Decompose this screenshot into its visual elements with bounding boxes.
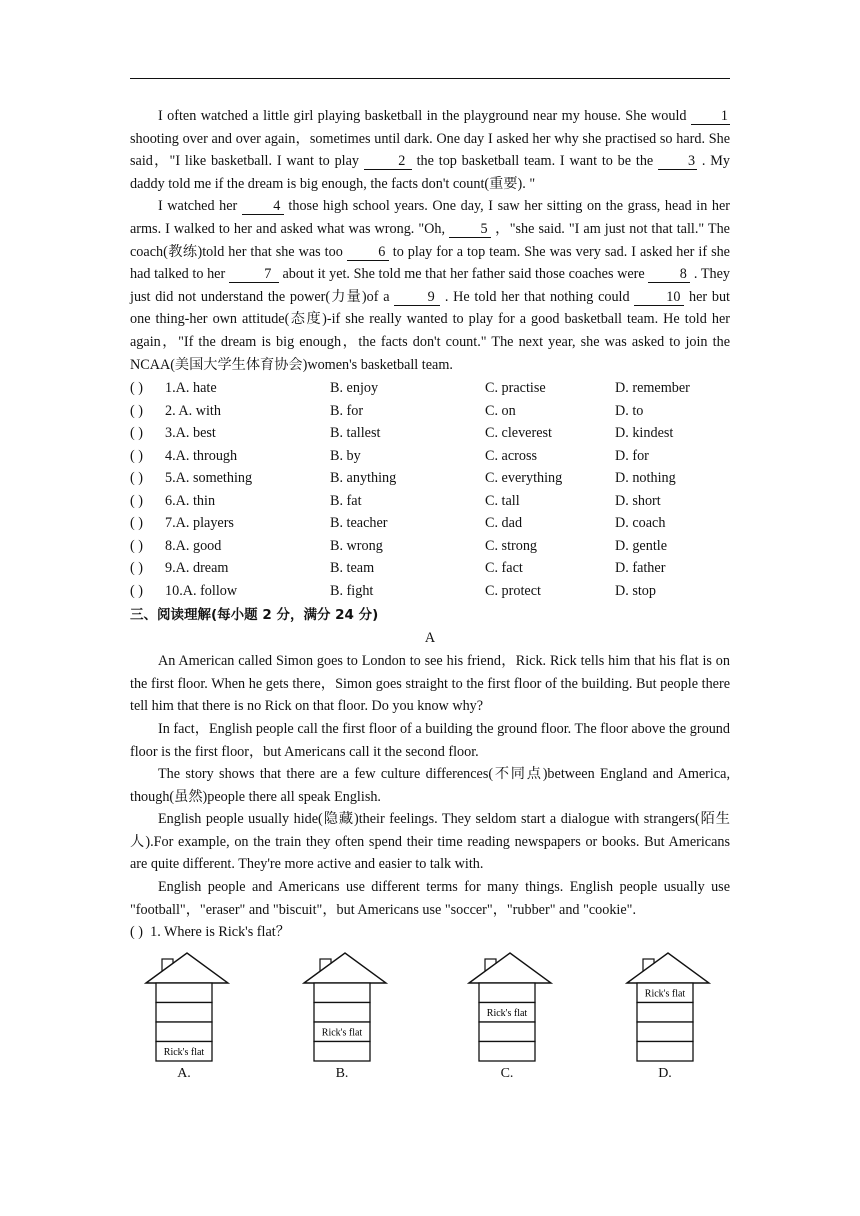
option-d[interactable]: D. to [615, 402, 644, 419]
option-c[interactable]: C. across [485, 447, 538, 464]
floor-1 [637, 1042, 693, 1062]
floor-4 [479, 983, 535, 1003]
text-run: to play for a top team. She was very sad. I asked her if she had talked to her [130, 243, 730, 283]
cloze-blank-5[interactable]: 5 [449, 221, 491, 238]
text-run: the top basketball team. I want to be the [411, 153, 659, 170]
option-d[interactable]: D. for [615, 447, 649, 464]
option-c[interactable]: C. tall [485, 492, 520, 509]
roof [146, 953, 228, 983]
option-d[interactable]: D. short [615, 492, 661, 509]
option-d[interactable]: D. father [615, 560, 666, 577]
cloze-blank-7[interactable]: 7 [229, 266, 279, 283]
option-d[interactable]: D. kindest [615, 425, 674, 442]
answer-paren[interactable]: ( ) [130, 470, 143, 487]
text-run: ，"she said. "I am just not that tall." The coach(教练)told her that she was too [130, 220, 730, 260]
passage-a-paragraph-5: English people and Americans use different terms for many things. English people usually use "football"，"eraser" and "biscuit"，but Americans use "soccer"，"rubber" and "cookie". [130, 879, 730, 918]
house-option-letter: B. [335, 1066, 349, 1081]
option-row-7 [130, 512, 730, 535]
option-c[interactable]: C. cleverest [485, 425, 552, 442]
answer-paren[interactable]: ( ) [130, 492, 143, 509]
answer-paren[interactable]: ( ) [130, 447, 143, 464]
text-run: those high school years. One day, I saw her sitting on the grass, head in her arms. I walked to her and asked what was wrong. "Oh, [130, 198, 731, 237]
floor-1 [314, 1042, 370, 1062]
house-option-letter: C. [500, 1066, 514, 1081]
option-row-2 [130, 400, 730, 423]
option-row-5 [130, 467, 730, 490]
option-a[interactable]: 4.A. through [165, 447, 238, 464]
option-d[interactable]: D. nothing [615, 470, 676, 487]
passage-a-paragraph-1: An American called Simon goes to London to see his friend，Rick. Rick tells him that his flat is on the first floor. When he gets there，Simon goes straight to the first floor of the building. But people there tell him that there is no Rick on that floor. Do you know why? [130, 653, 730, 715]
cloze-blank-10[interactable]: 10 [634, 289, 684, 306]
option-b[interactable]: B. by [330, 447, 361, 464]
house-options [130, 948, 730, 1088]
answer-paren[interactable]: ( ) [130, 380, 143, 397]
cloze-blank-9[interactable]: 9 [394, 289, 440, 306]
house-drawing [142, 948, 242, 1066]
floor-2 [479, 1022, 535, 1042]
cloze-blank-8[interactable]: 8 [648, 266, 690, 283]
passage-a-body [130, 650, 730, 921]
option-c[interactable]: C. fact [485, 560, 523, 577]
option-row-10 [130, 580, 730, 603]
option-row-8 [130, 535, 730, 558]
option-a[interactable]: 2. A. with [165, 402, 221, 419]
house-drawing [623, 948, 723, 1066]
option-c[interactable]: C. strong [485, 537, 538, 554]
option-row-6 [130, 490, 730, 513]
house-option-d[interactable] [623, 948, 723, 1088]
option-row-1 [130, 377, 730, 400]
option-d[interactable]: D. stop [615, 582, 656, 599]
house-drawing [300, 948, 400, 1066]
option-c[interactable]: C. practise [485, 380, 546, 397]
option-a[interactable]: 10.A. follow [165, 582, 238, 599]
section-3-heading: 三、阅读理解(每小题 2 分，满分 24 分) [130, 607, 379, 624]
answer-paren[interactable]: ( ) [130, 924, 143, 941]
floor-2 [637, 1022, 693, 1042]
cloze-blank-4[interactable]: 4 [242, 198, 284, 215]
answer-paren[interactable]: ( ) [130, 402, 143, 419]
question-1-text: 1. Where is Rick's flat？ [150, 924, 290, 941]
question-1 [130, 921, 730, 944]
text-run: her but one thing-her own attitude(态度)-if she really wanted to play for a good basketball team. He told her again，"If the dream is big enough，the facts don't count." The next year, she was asked to join the NCAA(美国大学生体育协会)women's basketball team. [130, 288, 730, 373]
text-run: . My daddy told me if the dream is big enough, the facts don't count(重要). " [130, 153, 730, 192]
passage-a-paragraph-2: In fact，English people call the first floor of a building the ground floor. The floor above the ground floor is the first floor，but Americans call it the second floor. [130, 720, 730, 760]
answer-paren[interactable]: ( ) [130, 560, 143, 577]
answer-paren[interactable]: ( ) [130, 582, 143, 599]
option-b[interactable]: B. for [330, 402, 364, 419]
flat-label: Rick's flat [163, 1047, 205, 1058]
option-a[interactable]: 3.A. best [165, 425, 216, 442]
option-d[interactable]: D. coach [615, 515, 666, 532]
text-run: I often watched a little girl playing basketball in the playground near my house. She would [158, 108, 691, 124]
passage-a-label: A [424, 630, 436, 647]
cloze-blank-2[interactable]: 2 [364, 153, 412, 170]
house-drawing [465, 948, 565, 1066]
option-c[interactable]: C. dad [485, 515, 523, 532]
flat-label: Rick's flat [321, 1027, 363, 1039]
text-run: . They just did not understand the power(力量)of a [130, 266, 730, 305]
option-b[interactable]: B. fat [330, 492, 362, 509]
cloze-options-list [130, 377, 730, 602]
option-a[interactable]: 7.A. players [165, 515, 234, 532]
option-b[interactable]: B. teacher [330, 515, 388, 532]
option-c[interactable]: C. on [485, 402, 516, 419]
option-c[interactable]: C. everything [485, 470, 563, 487]
answer-paren[interactable]: ( ) [130, 515, 143, 532]
floor-3 [314, 1003, 370, 1023]
text-run: about it yet. She told me that her father said those coaches were [278, 266, 649, 283]
text-run: shooting over and over again，sometimes until dark. One day I asked her why she practised so hard. She said，"I like basketball. I want to play [130, 130, 730, 170]
house-option-letter: A. [177, 1066, 191, 1081]
passage-a-paragraph-3: The story shows that there are a few culture differences(不同点)between England and America, though(虽然)people there all speak English. [130, 766, 730, 805]
answer-paren[interactable]: ( ) [130, 425, 143, 442]
option-c[interactable]: C. protect [485, 582, 541, 599]
floor-3 [637, 1003, 693, 1023]
floor-4 [156, 983, 212, 1003]
content-column [130, 105, 730, 944]
house-option-letter: D. [658, 1066, 672, 1081]
text-run: I watched her [158, 198, 242, 215]
option-b[interactable]: B. enjoy [330, 380, 379, 397]
roof [304, 953, 386, 983]
flat-label: Rick's flat [644, 988, 686, 1000]
option-a[interactable]: 5.A. something [165, 470, 253, 487]
floor-3 [156, 1003, 212, 1023]
roof [469, 953, 551, 983]
text-run: . He told her that nothing could [440, 288, 635, 305]
option-a[interactable]: 1.A. hate [165, 380, 217, 397]
option-b[interactable]: B. team [330, 560, 375, 577]
option-b[interactable]: B. wrong [330, 537, 383, 554]
roof [627, 953, 709, 983]
floor-2 [156, 1022, 212, 1042]
house-option-c[interactable] [465, 948, 565, 1088]
house-option-b[interactable] [300, 948, 400, 1088]
header-rule [130, 78, 730, 79]
flat-label: Rick's flat [486, 1008, 528, 1019]
passage-a-paragraph-4: English people usually hide(隐藏)their feelings. They seldom start a dialogue with strangers(陌生人).For example, on the train they often spend their time reading newspapers or books. But Americans are quite different. They're more active and easier to talk with. [130, 811, 730, 873]
option-a[interactable]: 6.A. thin [165, 492, 216, 509]
floor-1 [479, 1042, 535, 1062]
option-b[interactable]: B. tallest [330, 425, 381, 442]
answer-paren[interactable]: ( ) [130, 537, 143, 554]
cloze-paragraph-2 [130, 195, 730, 376]
option-row-4 [130, 445, 730, 468]
cloze-paragraph-1 [130, 105, 730, 195]
floor-4 [314, 983, 370, 1003]
cloze-blank-3[interactable]: 3 [658, 153, 697, 170]
option-row-9 [130, 557, 730, 580]
option-b[interactable]: B. anything [330, 470, 397, 487]
option-b[interactable]: B. fight [330, 582, 374, 599]
option-row-3 [130, 422, 730, 445]
option-a[interactable]: 8.A. good [165, 537, 222, 554]
option-a[interactable]: 9.A. dream [165, 560, 229, 577]
house-option-a[interactable] [142, 948, 242, 1088]
option-d[interactable]: D. gentle [615, 537, 668, 554]
cloze-blank-6[interactable]: 6 [347, 244, 389, 261]
option-d[interactable]: D. remember [615, 380, 690, 397]
cloze-blank-1[interactable]: 1 [691, 108, 730, 125]
